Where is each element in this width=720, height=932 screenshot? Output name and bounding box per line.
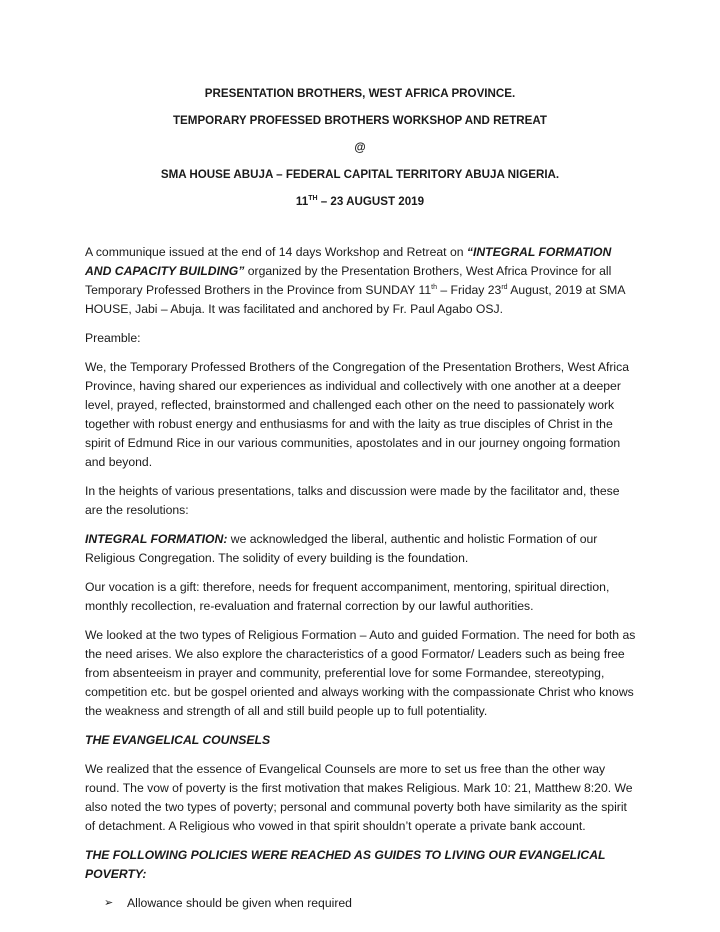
- list-item-text: Allowance should be given when required: [127, 896, 352, 910]
- intro-sup-rd: rd: [501, 284, 508, 291]
- resolutions-intro-paragraph: In the heights of various presentations, talks and discussion were made by the facilitator and, these are the resolutions:: [85, 484, 620, 517]
- document-body: [85, 243, 637, 923]
- header-date: [0, 192, 720, 211]
- formation-types-paragraph: We looked at the two types of Religious Formation – Auto and guided Formation. The need for both as the need arises. We also explore the characteristics of a good Formator/ Leaders such as being free from absenteeism in prayer and community, preferential love for some Formandee, stereotyping, competition etc. but be gospel oriented and always working with the compassionate Christ who knows the weakness and strength of all and still build people up to full potentiality.: [85, 628, 636, 718]
- header-venue: SMA HOUSE ABUJA – FEDERAL CAPITAL TERRITORY ABUJA NIGERIA.: [160, 168, 560, 181]
- header-event-title: TEMPORARY PROFESSED BROTHERS WORKSHOP AND RETREAT: [172, 114, 548, 127]
- evangelical-counsels-heading: THE EVANGELICAL COUNSELS: [85, 733, 271, 747]
- poverty-policies-heading: THE FOLLOWING POLICIES WERE REACHED AS GUIDES TO LIVING OUR EVANGELICAL POVERTY:: [85, 848, 606, 881]
- vocation-paragraph: Our vocation is a gift: therefore, needs for frequent accompaniment, mentoring, spiritual direction, monthly recollection, re-evaluation and fraternal correction by our lawful authorities.: [85, 580, 610, 613]
- intro-sup-th: th: [431, 284, 437, 291]
- list-item: [85, 894, 637, 913]
- intro-paragraph: [85, 243, 637, 319]
- intro-text-end: August, 2019 at SMA HOUSE, Jabi – Abuja. It was facilitated and anchored by Fr. Paul Agabo OSJ.: [85, 283, 625, 316]
- arrow-bullet-icon: ➢: [104, 897, 114, 909]
- intro-text-mid2: – Friday 23: [436, 283, 502, 297]
- date-superscript: TH: [308, 195, 318, 202]
- integral-formation-text: we acknowledged the liberal, authentic and holistic Formation of our Religious Congregation. The solidity of every building is the foundation.: [85, 532, 598, 565]
- intro-text-start: A communique issued at the end of 14 days Workshop and Retreat on: [85, 245, 467, 259]
- preamble-paragraph: We, the Temporary Professed Brothers of the Congregation of the Presentation Brothers, West Africa Province, having shared our experiences as individual and collectively with one another at a deeper level, prayed, reflected, brainstormed and challenged each other on the need to passionately work together with robust energy and enthusiasms for and with the laity as true disciples of Christ in the spirit of Edmund Rice in our various communities, apostolates and in our journey ongoing formation and beyond.: [85, 360, 629, 469]
- date-day: 11: [295, 195, 309, 208]
- preamble-label: Preamble:: [85, 331, 141, 345]
- intro-text-mid: organized by the Presentation Brothers, West Africa Province for all Temporary Professed Brothers in the Province from SUNDAY 11: [85, 264, 612, 297]
- header-organization: PRESENTATION BROTHERS, WEST AFRICA PROVINCE.: [204, 87, 516, 100]
- integral-formation-label: INTEGRAL FORMATION:: [85, 532, 228, 546]
- date-rest: – 23 AUGUST 2019: [317, 195, 425, 208]
- evangelical-counsels-paragraph: We realized that the essence of Evangelical Counsels are more to set us free than the other way round. The vow of poverty is the first motivation that makes Religious. Mark 10: 21, Matthew 8:20. We also noted the two types of poverty; personal and communal poverty both have similarity as the spirit of detachment. A Religious who vowed in that spirit shouldn’t operate a private bank account.: [85, 762, 633, 833]
- integral-formation-paragraph: [85, 530, 637, 568]
- intro-workshop-title: “INTEGRAL FORMATION AND CAPACITY BUILDING”: [85, 245, 612, 278]
- header-at-sign: @: [354, 141, 366, 154]
